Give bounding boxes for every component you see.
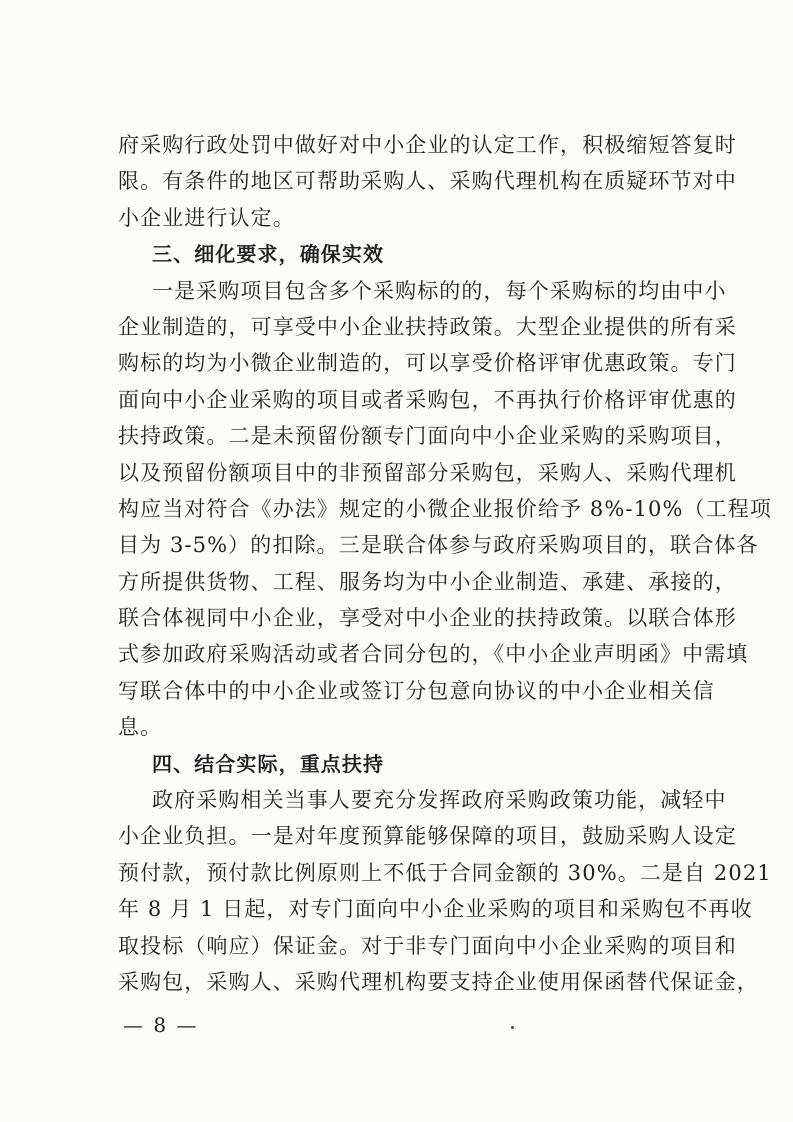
text-line: 扶持政策。二是未预留份额专门面向中小企业采购的采购项目， (118, 424, 737, 449)
text-line: 联合体视同中小企业，享受对中小企业的扶持政策。以联合体形 (118, 606, 737, 631)
text-line: 小企业负担。一是对年度预算能够保障的项目，鼓励采购人设定 (118, 824, 737, 849)
text-line: 一是采购项目包含多个采购标的的，每个采购标的均由中小 (152, 278, 727, 303)
text-line: 府采购行政处罚中做好对中小企业的认定工作，积极缩短答复时 (118, 133, 737, 157)
page-number: — 8 — (123, 1013, 199, 1037)
section-heading-3: 三、细化要求，确保实效 (152, 242, 385, 267)
text-line: 息。 (118, 715, 163, 740)
text-line: 购标的均为小微企业制造的，可以享受价格评审优惠政策。专门 (118, 351, 737, 376)
scan-speck (511, 1026, 514, 1029)
text-line: 采购包，采购人、采购代理机构要支持企业使用保函替代保证金， (118, 969, 759, 994)
text-line: 写联合体中的中小企业或签订分包意向协议的中小企业相关信 (118, 678, 715, 703)
text-line: 小企业进行认定。 (118, 205, 295, 230)
text-line: 目为 3-5%）的扣除。三是联合体参与政府采购项目的，联合体各 (118, 533, 759, 558)
section-heading-4: 四、结合实际，重点扶持 (152, 751, 385, 776)
text-line: 取投标（响应）保证金。对于非专门面向中小企业采购的项目和 (118, 933, 737, 958)
text-line: 面向中小企业采购的项目或者采购包，不再执行价格评审优惠的 (118, 387, 737, 412)
text-line: 预付款，预付款比例原则上不低于合同金额的 30%。二是自 2021 (118, 860, 772, 885)
text-line: 企业制造的，可享受中小企业扶持政策。大型企业提供的所有采 (118, 314, 737, 339)
text-line: 方所提供货物、工程、服务均为中小企业制造、承建、承接的， (118, 569, 737, 594)
body-text (118, 127, 772, 1000)
text-line: 限。有条件的地区可帮助采购人、采购代理机构在质疑环节对中 (118, 169, 737, 194)
text-line: 式参加政府采购活动或者合同分包的，《中小企业声明函》中需填 (118, 642, 749, 667)
text-line: 政府采购相关当事人要充分发挥政府采购政策功能，减轻中 (152, 788, 727, 813)
text-line: 以及预留份额项目中的非预留部分采购包，采购人、采购代理机 (118, 460, 737, 485)
text-line: 年 8 月 1 日起，对专门面向中小企业采购的项目和采购包不再收 (118, 897, 753, 922)
text-line: 构应当对符合《办法》规定的小微企业报价给予 8%-10%（工程项 (118, 496, 772, 521)
